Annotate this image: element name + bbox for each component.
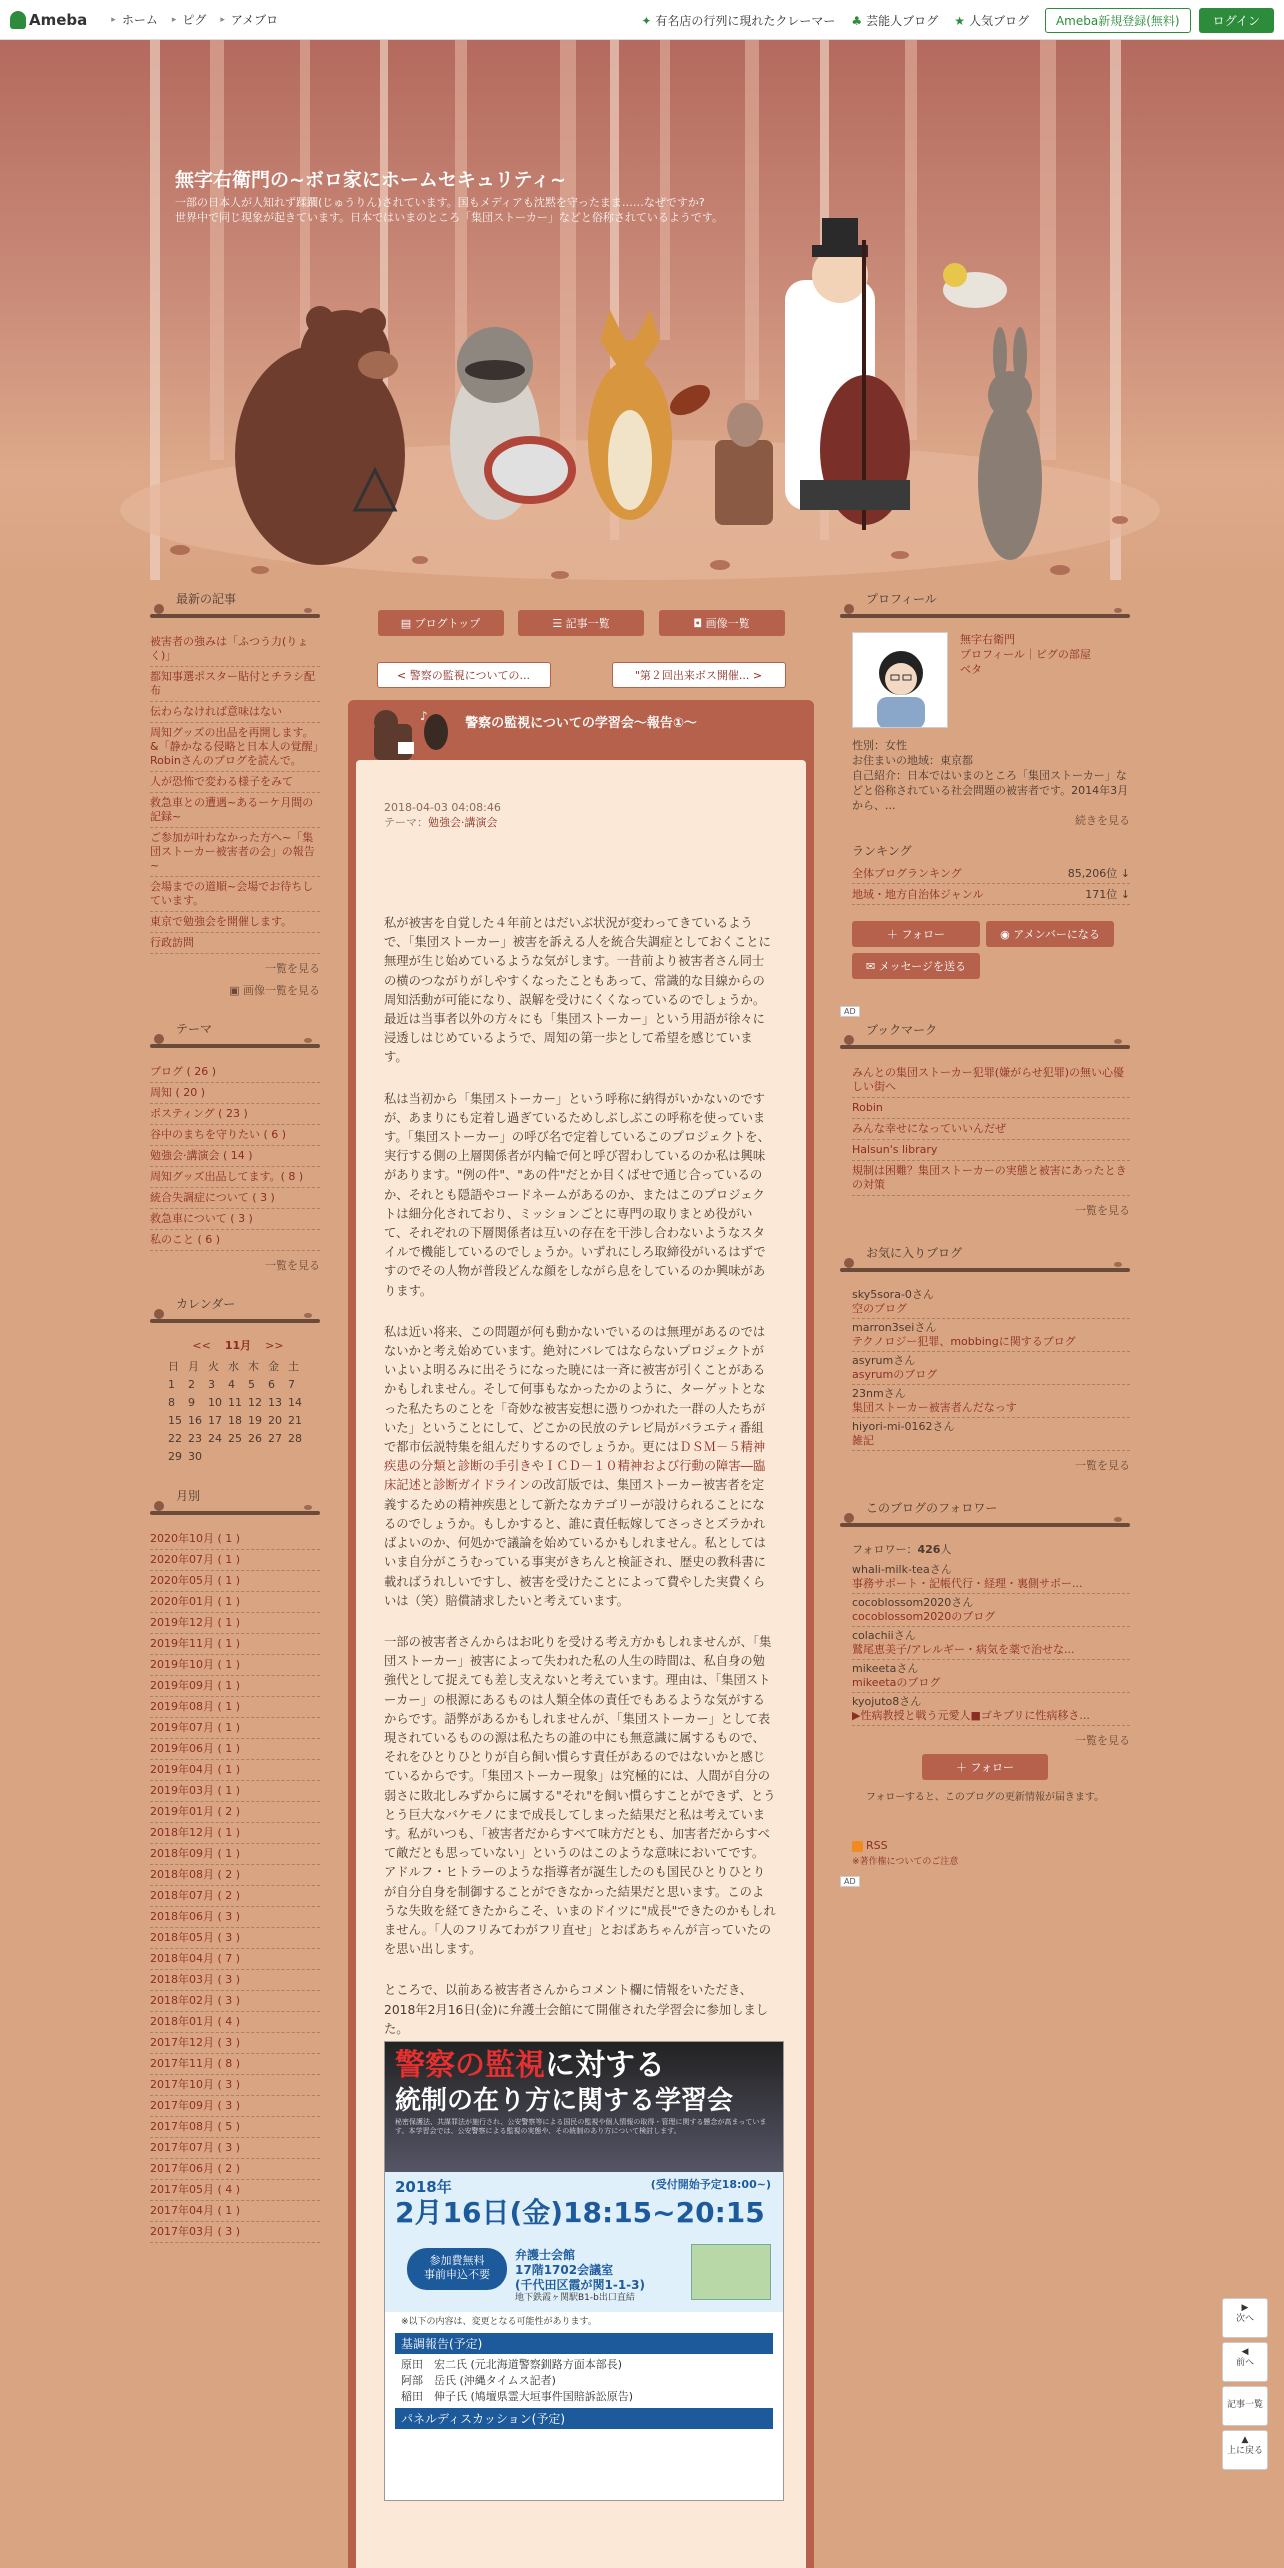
article-header xyxy=(356,700,806,760)
leaf-icon xyxy=(304,608,312,613)
recent-article-link[interactable]: ご参加が叶わなかった方へ~「集団ストーカー被害者の会」の報告~ xyxy=(150,828,320,877)
monthly-archive-link[interactable]: 2017年12月 ( 3 ) xyxy=(150,2033,320,2054)
profile-name[interactable]: 無字右衛門 xyxy=(960,633,1015,646)
article xyxy=(348,700,814,2568)
calendar-day: 22 xyxy=(168,1431,182,1445)
event-flyer-image[interactable] xyxy=(384,2041,784,2501)
monthly-archive-link[interactable]: 2018年06月 ( 3 ) xyxy=(150,1907,320,1928)
right-sidebar xyxy=(840,590,1130,1887)
profile-link[interactable]: プロフィール｜ピグの部屋 xyxy=(960,648,1091,661)
calendar-header xyxy=(168,1337,308,1353)
bird-icon xyxy=(154,1501,164,1511)
article-body xyxy=(356,760,806,2568)
follower-item[interactable]: kyojuto8さん ▶性病教授と戦う元愛人■ゴキブリに性病移さ... xyxy=(852,1693,1130,1726)
bird-icon xyxy=(154,604,164,614)
triangle-left-icon: ◀ xyxy=(1241,2347,1249,2357)
calendar-day: 11 xyxy=(228,1395,242,1409)
theme-link[interactable]: 統合失調症について ( 3 ) xyxy=(150,1188,320,1209)
theme-link[interactable]: ポスティング ( 23 ) xyxy=(150,1104,320,1125)
forest-orchestra-illustration xyxy=(0,40,1284,580)
beta-label: ベタ xyxy=(960,663,982,676)
monthly-archive-link[interactable]: 2017年06月 ( 2 ) xyxy=(150,2159,320,2180)
widget-header-theme: テーマ xyxy=(150,1020,320,1056)
theme-link[interactable]: 私のこと ( 6 ) xyxy=(150,1230,320,1251)
calendar-day: 18 xyxy=(228,1413,242,1427)
article-list-button[interactable]: ☰ 記事一覧 xyxy=(518,610,644,636)
article-list-nav-button[interactable]: 記事一覧 xyxy=(1222,2386,1268,2426)
calendar-month: 11月 xyxy=(224,1339,252,1352)
bird-icon xyxy=(154,1309,164,1319)
profile-box xyxy=(852,632,1130,728)
favorite-blog[interactable]: 23nmさん 集団ストーカー被害者んだなっす xyxy=(852,1385,1130,1418)
recent-article-link[interactable]: 伝わらなければ意味はない xyxy=(150,702,320,723)
club-icon: ♣ xyxy=(851,13,863,28)
weekday: 水 xyxy=(228,1360,239,1373)
star-icon: ★ xyxy=(954,13,965,28)
bookmark-link[interactable]: みんとの集団ストーカー犯罪(嫌がらせ犯罪)の無い心優しい街へ xyxy=(852,1063,1130,1098)
bookmark-link[interactable]: Halsun's library xyxy=(852,1140,1130,1161)
branch-divider xyxy=(150,1511,320,1515)
weekday: 火 xyxy=(208,1360,219,1373)
leaf-icon xyxy=(304,1505,312,1510)
prev-button[interactable]: ◀ 前へ xyxy=(1222,2342,1268,2382)
monthly-archive-link[interactable]: 2018年05月 ( 3 ) xyxy=(150,1928,320,1949)
avatar[interactable] xyxy=(852,632,948,728)
calendar-day: 6 xyxy=(268,1377,275,1391)
calendar-day: 23 xyxy=(188,1431,202,1445)
next-article-link[interactable]: "第２回出来ボス開催... > xyxy=(612,662,786,688)
leaf-icon xyxy=(304,1313,312,1318)
recent-article-link[interactable]: 周知グッズの出品を再開します。&「静かなる侵略と日本人の覚醒」Robinさんのブログを読んで。 xyxy=(150,723,320,772)
monthly-archive-link[interactable]: 2017年07月 ( 3 ) xyxy=(150,2138,320,2159)
bird-icon xyxy=(844,604,854,614)
svg-text:♪: ♪ xyxy=(420,709,428,723)
monthly-archive-link[interactable]: 2019年12月 ( 1 ) xyxy=(150,1613,320,1634)
calendar-day: 10 xyxy=(208,1395,222,1409)
chat-icon: ◉ xyxy=(1000,928,1014,941)
follow-button-bottom[interactable]: ＋ フォロー xyxy=(922,1754,1048,1780)
recent-article-link[interactable]: 人が恐怖で変わる様子をみて xyxy=(150,772,320,793)
ameba-logo-icon xyxy=(10,11,26,29)
article-paragraph: 私は近い将来、この問題が何も動かないでいるのは無理があるのではないかと考え始めています。絶対にバレてはならないプロジェクトがいよいよ明るみに出そうになった暁には一斉に被害が引くことがあるかもしれません。そして何事もなかったかのように、ターゲットとなった私たちのことを「奇妙な被害妄想に憑りつかれた一群の人たちがいた」ということにして、どこかの民放のテレビ局がバラエティ番組で都市伝説特集を組んだりするのでしょうか。更にはＤＳＭ－５精神疾患の分類と診断の手引きやＩＣＤ－１０精神および行動の障害―臨床記述と診断ガイドラインの改訂版では、集団ストーカー被害者を定義するための精神疾患として新たなカテゴリーが設けられることになるのでしょうか。もしかすると、誰に責任転嫁してさっさとズラかればよいのか、何処かで議論を始めているかもしれません。私としてはいま自分がこうむっている事実がきちんと検証され、歴史の教科書に載ればうれしいですし、被害を受けたことによって費やした実費くらいは（笑）賠償請求したいと考えています。 xyxy=(384,1324,766,1608)
calendar-day: 16 xyxy=(188,1413,202,1427)
profile-details: 性別：女性 お住まいの地域：東京都 自己紹介：日本ではいまのところ「集団ストーカー」などと俗称されている社会問題の被害者です。2014年3月から、... 続きを見る xyxy=(852,739,1130,827)
follow-button[interactable]: ＋ フォロー xyxy=(852,921,980,947)
widget-header-profile: プロフィール xyxy=(840,590,1130,626)
calendar-day: 29 xyxy=(168,1449,182,1463)
leaf-icon xyxy=(304,1038,312,1043)
favorite-blog[interactable]: marron3seiさん テクノロジー犯罪、mobbingに関するブログ xyxy=(852,1319,1130,1352)
leaf-icon xyxy=(1114,1517,1122,1522)
bird-icon xyxy=(844,1035,854,1045)
message-button[interactable]: ✉ メッセージを送る xyxy=(852,953,980,979)
calendar xyxy=(168,1337,320,1465)
ameba-logo[interactable]: Ameba xyxy=(10,11,87,29)
flyer-program: ※以下の内容は、変更となる可能性があります。 基調報告(予定) 原田 宏二氏 (元北海道警察釧路方面本部長) 阿部 岳氏 (沖縄タイムス記者) 稲田 伸子氏 (鳩壇県霊大垣事件国賠訴訟原告) パネルディスカッション(予定) xyxy=(385,2312,783,2434)
blog-description: 一部の日本人が人知れず蹂躙(じゅうりん)されています。国もメディアも沈黙を守ったまま……なぜですか? 世界中で同じ現象が起きています。日本ではいまのところ「集団ストーカー」などと俗称されているようです。 xyxy=(175,196,724,224)
monthly-archive-link[interactable]: 2017年11月 ( 8 ) xyxy=(150,2054,320,2075)
weekday: 日 xyxy=(168,1360,179,1373)
monthly-archive-link[interactable]: 2019年04月 ( 1 ) xyxy=(150,1760,320,1781)
follower-item[interactable]: cocoblossom2020さん cocoblossom2020のブログ xyxy=(852,1594,1130,1627)
calendar-day: 4 xyxy=(228,1377,235,1391)
monthly-archive-link[interactable]: 2018年02月 ( 3 ) xyxy=(150,1991,320,2012)
calendar-day: 12 xyxy=(248,1395,262,1409)
nav-home[interactable]: ▸ ホーム xyxy=(111,13,158,27)
monthly-archive-link[interactable]: 2019年10月 ( 1 ) xyxy=(150,1655,320,1676)
link-trending-news[interactable]: ✦ 有名店の行列に現れたクレーマー xyxy=(641,13,836,28)
article-meta xyxy=(384,800,776,830)
branch-divider xyxy=(150,1044,320,1048)
bookmark-link[interactable]: 規制は困難？集団ストーカーの実態と被害にあったときの対策 xyxy=(852,1161,1130,1196)
follow-note: フォローすると、このブログの更新情報が届きます。 xyxy=(865,1792,1105,1803)
follower-item[interactable]: mikeetaさん mikeetaのブログ xyxy=(852,1660,1130,1693)
bookmark-more-link[interactable]: 一覧を見る xyxy=(1075,1204,1130,1217)
favorite-blog[interactable]: asyrumさん asyrumのブログ xyxy=(852,1352,1130,1385)
calendar-day: 28 xyxy=(288,1431,302,1445)
image-list-button[interactable]: ◘ 画像一覧 xyxy=(659,610,785,636)
copyright-notice-link[interactable]: ※著作権についてのご注意 xyxy=(852,1857,959,1867)
weekday: 月 xyxy=(188,1360,199,1373)
widget-header-monthly: 月別 xyxy=(150,1487,320,1523)
followers-list xyxy=(840,1541,1130,1726)
ranking-row[interactable]: 全体ブログランキング 85,206位 ↓ xyxy=(852,863,1130,884)
recent-article-link[interactable]: 東京で勉強会を開催します。 xyxy=(150,912,320,933)
favorites-more-link[interactable]: 一覧を見る xyxy=(1075,1459,1130,1472)
favorite-blog[interactable]: sky5sora-0さん 空のブログ xyxy=(852,1286,1130,1319)
bird-icon xyxy=(844,1513,854,1523)
monthly-archive-link[interactable]: 2019年09月 ( 1 ) xyxy=(150,1676,320,1697)
leaf-icon xyxy=(1114,1039,1122,1044)
bookmark-link[interactable]: Robin xyxy=(852,1098,1130,1119)
recent-article-link[interactable]: 行政訪問 xyxy=(150,933,320,954)
login-button[interactable]: ログイン xyxy=(1199,8,1274,33)
blog-header xyxy=(0,40,1284,580)
recent-article-link[interactable]: 都知事選ポスター貼付とチラシ配布 xyxy=(150,667,320,702)
triangle-right-icon: ▶ xyxy=(1241,2303,1249,2313)
article-theme-link[interactable]: 勉強会·講演会 xyxy=(428,816,498,829)
article-title[interactable]: 警察の監視についての学習会～報告①～ xyxy=(465,716,697,731)
theme-link[interactable]: 周知 ( 20 ) xyxy=(150,1083,320,1104)
prev-article-link[interactable]: < 警察の監視についての... xyxy=(377,662,551,688)
blog-title[interactable]: 無字右衛門の~ボロ家にホームセキュリティ~ xyxy=(175,169,566,191)
branch-divider xyxy=(840,614,1130,618)
triangle-up-icon: ▲ xyxy=(1241,2435,1249,2445)
monthly-archive-link[interactable]: 2018年04月 ( 7 ) xyxy=(150,1949,320,1970)
calendar-prev[interactable]: << xyxy=(192,1339,211,1352)
register-button[interactable]: Ameba新規登録(無料) xyxy=(1045,8,1191,33)
calendar-day: 1 xyxy=(168,1377,175,1391)
article-paragraph: 一部の被害者さんからはお叱りを受ける考え方かもしれませんが、「集団ストーカー」被害によって失われた私の人生の時間は、私自身の勉強代として捉えても差し支えないと考えています。理由は、「集団ストーカー」の根源にあるものは人類全体の責任でもあるような気がするからです。語弊があるかもしれませんが、「集団ストーカー」として表現されているものの源は私たちの誰の中にも無意識に属するもので、それをひとりひとりが自ら飼い慣らす責任があるのではないかと感じているからです。「集団ストーカー現象」は究極的には、人間が自分の弱さに敗北しみずからに属する"それ"を飼い慣らすことができず、とうとう巨大なバケモノにまで成長してしまった結果だと私は考えています。私がいつも、「被害者だからすべて味方だとも、加害者だからすべて敵だとも思っていない」というのはこのような意味においてです。アドルフ・ヒトラーのような指導者が誕生したのも国民ひとりひとりが自分自身を制御することができなかった結果だと思います。このような失敗を経てきたからこそ、いまのドイツに"成長"できたのかもしれません。「人のフリみてわがフリ直せ」とおばあちゃんが言っていたのを思い出します。 xyxy=(384,1634,776,1957)
monthly-archive-link[interactable]: 2019年03月 ( 1 ) xyxy=(150,1781,320,1802)
monthly-archive-link[interactable]: 2018年01月 ( 4 ) xyxy=(150,2012,320,2033)
profile-more-link[interactable]: 続きを見る xyxy=(1075,814,1130,827)
image-icon: ▣ xyxy=(229,984,243,997)
follower-item[interactable]: whali-milk-teaさん 事務サポート・記帳代行・経理・裏側サポー... xyxy=(852,1561,1130,1594)
theme-label: テーマ： xyxy=(384,816,428,829)
article-paragraph: 私は当初から「集団ストーカー」という呼称に納得がいかないのですが、あまりにも定着し過ぎているためしぶしぶこの呼称を使っています。「集団ストーカー」の呼び名で定着しているこのプロジェクトを、実行する側の上層関係者が内輪で何と呼び習わしているのか私は興味があります。"例の件"、"あの件"だとか目くばせで通じ合っているのか、それとも隠語やコードネームがあるのか、またはこのプロジェクトは細分化されており、ミッションごとに専門の取りまとめ役がいて、それぞれの下層関係者は互いの存在を干渉し合わないようなスタイルで機能しているのでしょうか。いずれにしろ取締役がいるはずですのでその人物が普段どんな顔をしながら息をしているのか興味があります。 xyxy=(384,1091,770,1298)
calendar-day: 15 xyxy=(168,1413,182,1427)
sparkle-icon: ✦ xyxy=(641,13,652,28)
calendar-day: 27 xyxy=(268,1431,282,1445)
mascot-illustration xyxy=(364,702,464,762)
recent-article-link[interactable]: 被害者の強みは「ふつう力(りょく)」 xyxy=(150,632,320,667)
widget-header-recent: 最新の記事 xyxy=(150,590,320,626)
calendar-day: 3 xyxy=(208,1377,215,1391)
global-header xyxy=(0,0,1284,40)
list-icon: ☰ xyxy=(552,617,566,630)
calendar-next[interactable]: >> xyxy=(265,1339,284,1352)
calendar-day: 24 xyxy=(208,1431,222,1445)
recent-articles-list xyxy=(150,632,320,954)
favorite-blog[interactable]: hiyori-mi-0162さん 雑記 xyxy=(852,1418,1130,1451)
leaf-icon xyxy=(1114,1262,1122,1267)
calendar-day: 30 xyxy=(188,1449,202,1463)
theme-link[interactable]: 谷中のまちを守りたい ( 6 ) xyxy=(150,1125,320,1146)
calendar-day: 5 xyxy=(248,1377,255,1391)
monthly-archive-link[interactable]: 2019年11月 ( 1 ) xyxy=(150,1634,320,1655)
bird-icon xyxy=(154,1034,164,1044)
monthly-archive-link[interactable]: 2018年03月 ( 3 ) xyxy=(150,1970,320,1991)
map-icon xyxy=(691,2244,771,2300)
article-paragraph: ところで、以前ある被害者さんからコメント欄に情報をいただき、2018年2月16日(金)に弁護士会館にて開催された学習会に参加しました。 xyxy=(384,1983,769,2036)
ranking: ランキング 全体ブログランキング 85,206位 ↓ 地域・地方自治体ジャンル 171位 ↓ xyxy=(852,842,1130,905)
monthly-archive-link[interactable]: 2017年08月 ( 5 ) xyxy=(150,2117,320,2138)
recent-more-link[interactable]: 一覧を見る xyxy=(265,962,320,975)
branch-divider xyxy=(840,1523,1130,1527)
calendar-day: 26 xyxy=(248,1431,262,1445)
home-icon: ▤ xyxy=(400,617,415,630)
theme-link[interactable]: 周知グッズ出品してます。( 8 ) xyxy=(150,1167,320,1188)
widget-header-followers: このブログのフォロワー xyxy=(840,1499,1130,1535)
monthly-archive-link[interactable]: 2020年10月 ( 1 ) xyxy=(150,1529,320,1550)
link-popular-blogs[interactable]: ★ 人気ブログ xyxy=(954,13,1029,28)
leaf-icon xyxy=(1114,608,1122,613)
theme-link[interactable]: ブログ ( 26 ) xyxy=(150,1062,320,1083)
calendar-day: 2 xyxy=(188,1377,195,1391)
caret-right-icon: ▸ xyxy=(111,14,116,25)
plus-icon: ＋ xyxy=(956,1761,971,1774)
avatar-illustration xyxy=(853,633,948,728)
calendar-day: 8 xyxy=(168,1395,175,1409)
theme-link[interactable]: 勉強会·講演会 ( 14 ) xyxy=(150,1146,320,1167)
widget-header-bookmark: ブックマーク xyxy=(840,1021,1130,1057)
bird-icon xyxy=(844,1258,854,1268)
recent-article-link[interactable]: 会場までの道順~会場でお待ちしています。 xyxy=(150,877,320,912)
caret-right-icon: ▸ xyxy=(171,14,177,25)
monthly-archive-link[interactable]: 2019年08月 ( 1 ) xyxy=(150,1697,320,1718)
flyer-title-area: 警察の監視に対する 統制の在り方に関する学習会 秘密保護法、共謀罪法が施行され、公安警察等による国民の監視や個人情報の取得・管理に関する懸念が高まっています。本学習会では、公安警察による監視の実態や、その統制のあり方について検討します。 xyxy=(385,2042,783,2172)
dsm5-link[interactable]: ＤＳＭ－５精神疾患の分類と診断の手引き xyxy=(384,1440,766,1474)
widget-header-calendar: カレンダー xyxy=(150,1295,320,1331)
calendar-day: 19 xyxy=(248,1413,262,1427)
mail-icon: ✉ xyxy=(865,960,879,973)
monthly-archive-link[interactable]: 2018年08月 ( 2 ) xyxy=(150,1865,320,1886)
weekday: 金 xyxy=(268,1360,279,1373)
monthly-archive-link[interactable]: 2019年01月 ( 2 ) xyxy=(150,1802,320,1823)
nav-ameblo[interactable]: ▸ アメブロ xyxy=(220,13,279,27)
follower-item[interactable]: colachiiさん 鷲尾恵美子/アレルギー・病気を薬で治せな... xyxy=(852,1627,1130,1660)
weekday: 土 xyxy=(288,1360,299,1373)
calendar-day: 17 xyxy=(208,1413,222,1427)
monthly-archive-link[interactable]: 2019年06月 ( 1 ) xyxy=(150,1739,320,1760)
follower-count: フォロワー：426人 xyxy=(852,1543,952,1556)
calendar-day: 7 xyxy=(288,1377,295,1391)
calendar-day: 14 xyxy=(288,1395,302,1409)
monthly-archive-link[interactable]: 2017年04月 ( 1 ) xyxy=(150,2201,320,2222)
image-list-link[interactable]: ▣ 画像一覧を見る xyxy=(229,984,320,997)
flyer-details: 2018年 2月16日(金)18:15~20:15 (受付開始予定18:00~) 参加費無料 事前申込不要 弁護士会館 17階1702会議室 (千代田区霞が関1-1-3) 地下鉄霞ヶ関駅B1-b出口直結 xyxy=(385,2172,783,2312)
theme-link[interactable]: 救急車について ( 3 ) xyxy=(150,1209,320,1230)
main-content xyxy=(348,610,814,2568)
monthly-archive-link[interactable]: 2019年07月 ( 1 ) xyxy=(150,1718,320,1739)
monthly-archive-link[interactable]: 2017年09月 ( 3 ) xyxy=(150,2096,320,2117)
blog-nav-buttons xyxy=(378,610,785,636)
branch-divider xyxy=(840,1268,1130,1272)
amember-button[interactable]: ◉ アメンバーになる xyxy=(986,921,1114,947)
monthly-archive-link[interactable]: 2020年07月 ( 1 ) xyxy=(150,1550,320,1571)
theme-more-link[interactable]: 一覧を見る xyxy=(265,1259,320,1272)
monthly-archive-link[interactable]: 2020年01月 ( 1 ) xyxy=(150,1592,320,1613)
calendar-day: 13 xyxy=(268,1395,282,1409)
floating-nav xyxy=(1222,2298,1268,2474)
prev-next-nav xyxy=(377,662,786,688)
monthly-archive-link[interactable]: 2017年10月 ( 3 ) xyxy=(150,2075,320,2096)
caret-right-icon: ▸ xyxy=(220,14,225,25)
rss-link[interactable]: RSS xyxy=(852,1839,1130,1852)
icd10-link[interactable]: ＩＣＤ－１０精神および行動の障害―臨床記述と診断ガイドライン xyxy=(384,1459,766,1493)
theme-list xyxy=(150,1062,320,1251)
ranking-row[interactable]: 地域・地方自治体ジャンル 171位 ↓ xyxy=(852,884,1130,905)
ad-badge: AD xyxy=(840,1006,860,1017)
branch-divider xyxy=(840,1045,1130,1049)
monthly-archive-link[interactable]: 2017年05月 ( 4 ) xyxy=(150,2180,320,2201)
ad-badge: AD xyxy=(840,1876,860,1887)
weekday: 木 xyxy=(248,1360,259,1373)
monthly-archive-link[interactable]: 2018年09月 ( 1 ) xyxy=(150,1844,320,1865)
calendar-day: 25 xyxy=(228,1431,242,1445)
back-to-top-button[interactable]: ▲ 上に戻る xyxy=(1222,2430,1268,2470)
followers-more-link[interactable]: 一覧を見る xyxy=(1075,1734,1130,1747)
blog-top-button[interactable]: ▤ ブログトップ xyxy=(378,610,504,636)
rss-icon xyxy=(852,1841,863,1852)
bookmark-link[interactable]: みんな幸せになっていいんだぜ xyxy=(852,1119,1130,1140)
bookmark-list xyxy=(840,1063,1130,1196)
monthly-archive-list xyxy=(150,1529,320,2243)
left-sidebar xyxy=(150,590,320,2243)
calendar-day: 9 xyxy=(188,1395,195,1409)
article-paragraph: 私が被害を自覚した４年前とはだいぶ状況が変わってきているようで、「集団ストーカー」被害を訴える人を統合失調症としておくことに無理が生じ始めているような気がします。一昔前より被害者さん同士の横のつながりがしやすくなったこともあって、常識的な目線からの周知活動が可能になり、誤解を受けにくくなっているのでしょうか。最近は当事者以外の方々にも「集団ストーカー」という用語が徐々に浸透しはじめているようで、周知の第一歩として希望を感じています。 xyxy=(384,916,771,1065)
widget-header-favorites: お気に入りブログ xyxy=(840,1244,1130,1280)
calendar-grid xyxy=(168,1357,308,1465)
monthly-archive-link[interactable]: 2020年05月 ( 1 ) xyxy=(150,1571,320,1592)
plus-icon: ＋ xyxy=(887,928,902,941)
camera-icon: ◘ xyxy=(693,617,706,630)
next-button[interactable]: ▶ 次へ xyxy=(1222,2298,1268,2338)
monthly-archive-link[interactable]: 2018年12月 ( 1 ) xyxy=(150,1823,320,1844)
branch-divider xyxy=(150,614,320,618)
monthly-archive-link[interactable]: 2017年03月 ( 3 ) xyxy=(150,2222,320,2243)
link-celebrity-blogs[interactable]: ♣ 芸能人ブログ xyxy=(851,13,939,28)
article-date: 2018-04-03 04:08:46 xyxy=(384,801,501,814)
branch-divider xyxy=(150,1319,320,1323)
favorites-list xyxy=(840,1286,1130,1451)
profile-actions xyxy=(852,921,1130,979)
recent-article-link[interactable]: 救急車との遭遇~あるーケ月間の記録~ xyxy=(150,793,320,828)
calendar-day: 21 xyxy=(288,1413,302,1427)
monthly-archive-link[interactable]: 2018年07月 ( 2 ) xyxy=(150,1886,320,1907)
nav-pigg[interactable]: ▸ ピグ xyxy=(171,13,207,27)
calendar-day: 20 xyxy=(268,1413,282,1427)
